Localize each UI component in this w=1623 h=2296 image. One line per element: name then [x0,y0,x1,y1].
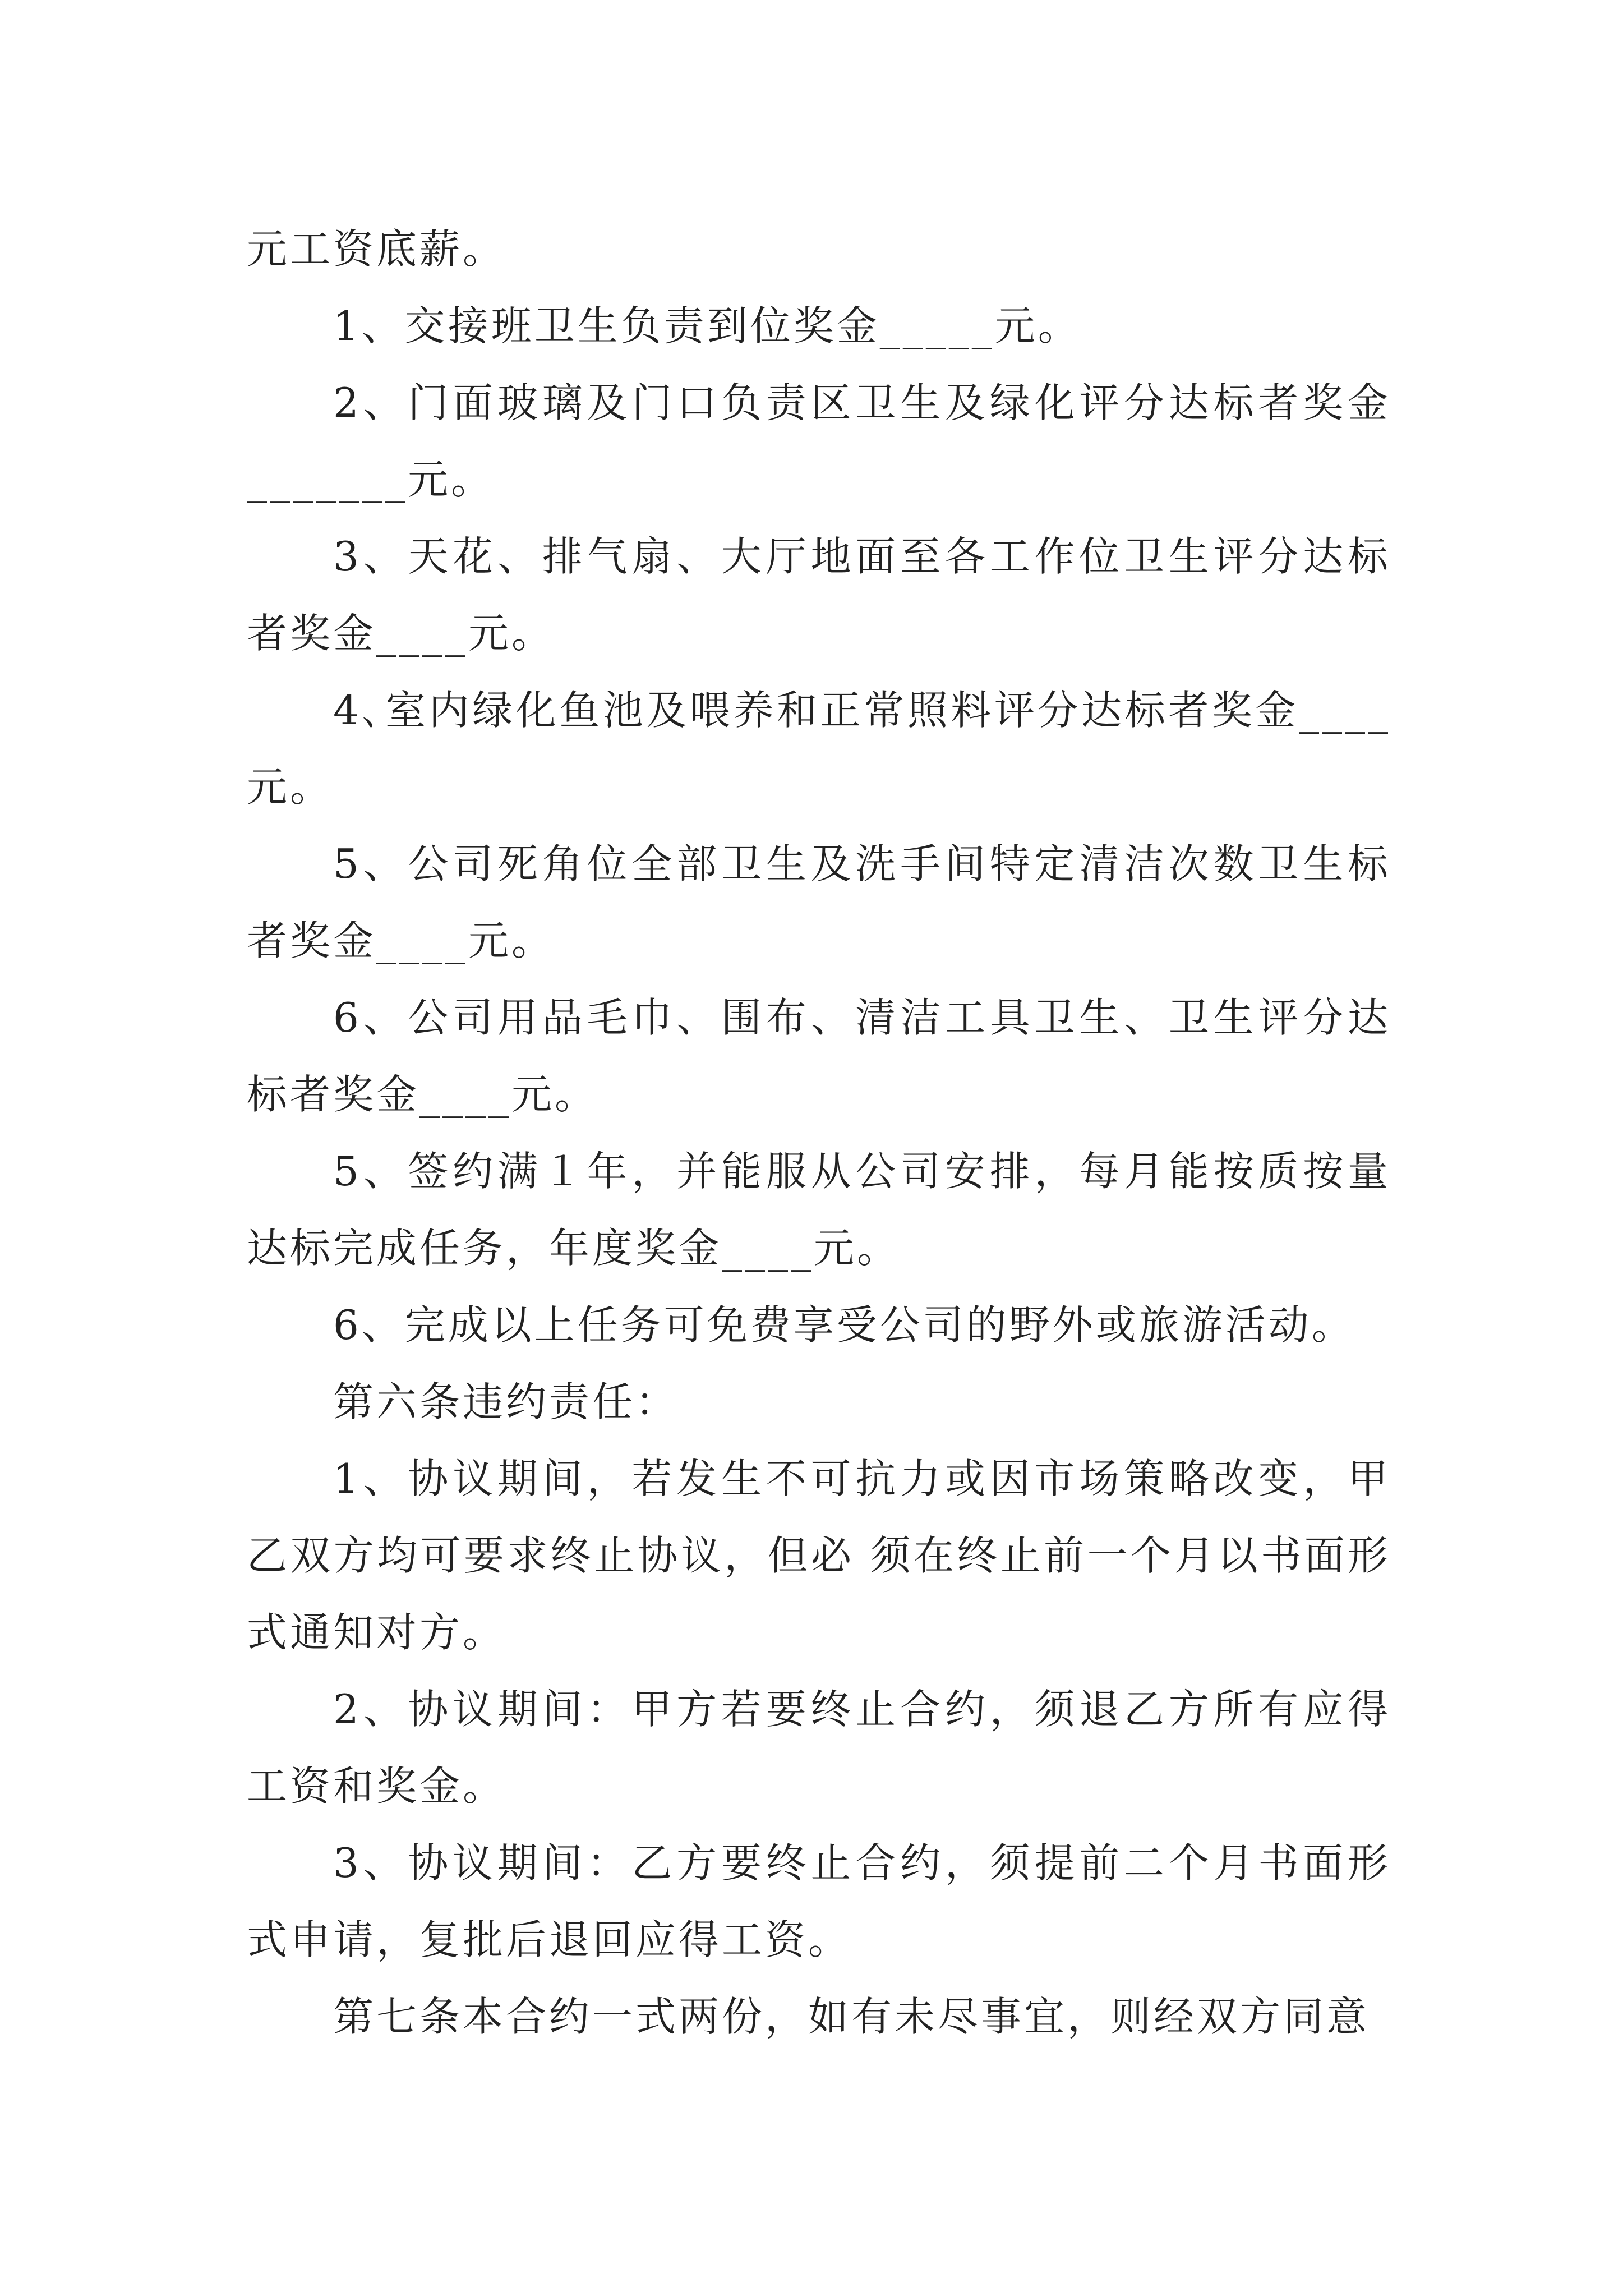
paragraph-5: 4､室内绿化鱼池及喂养和正常照料评分达标者奖金____元。 [247,687,1391,811]
document-body [247,211,1391,2055]
paragraph-9: 6、完成以上任务可免费享受公司的野外或旅游活动。 [333,1301,1355,1349]
paragraph-12: 2、协议期间：甲方若要终止合约，须退乙方所有应得工资和奖金。 [247,1686,1391,1810]
paragraph-7: 6、公司用品毛巾、围布、清洁工具卫生、卫生评分达标者奖金____元。 [247,994,1391,1118]
paragraph-1: 元工资底薪。 [247,226,506,273]
paragraph-2: 1、交接班卫生负责到位奖金_____元。 [333,302,1081,349]
paragraph-6: 5、公司死角位全部卫生及洗手间特定清洁次数卫生标者奖金____元。 [247,840,1391,964]
paragraph-4: 3、天花、排气扇、大厅地面至各工作位卫生评分达标者奖金____元。 [247,533,1391,657]
paragraph-3: 2、门面玻璃及门口负责区卫生及绿化评分达标者奖金_______元。 [247,379,1391,503]
paragraph-8: 5、签约满１年，并能服从公司安排，每月能按质按量达标完成任务，年度奖金____元。 [247,1148,1391,1272]
section-heading-7: 第七条本合约一式两份，如有未尽事宜，则经双方同意 [333,1993,1370,2040]
paragraph-13: 3、协议期间：乙方要终止合约，须提前二个月书面形式申请，复批后退回应得工资。 [247,1839,1391,1963]
paragraph-11: 1、协议期间，若发生不可抗力或因市场策略改变，甲乙双方均可要求终止协议，但必 须在终止前一个月以书面形式通知对方。 [247,1455,1391,1656]
section-heading-6: 第六条违约责任： [333,1378,679,1425]
